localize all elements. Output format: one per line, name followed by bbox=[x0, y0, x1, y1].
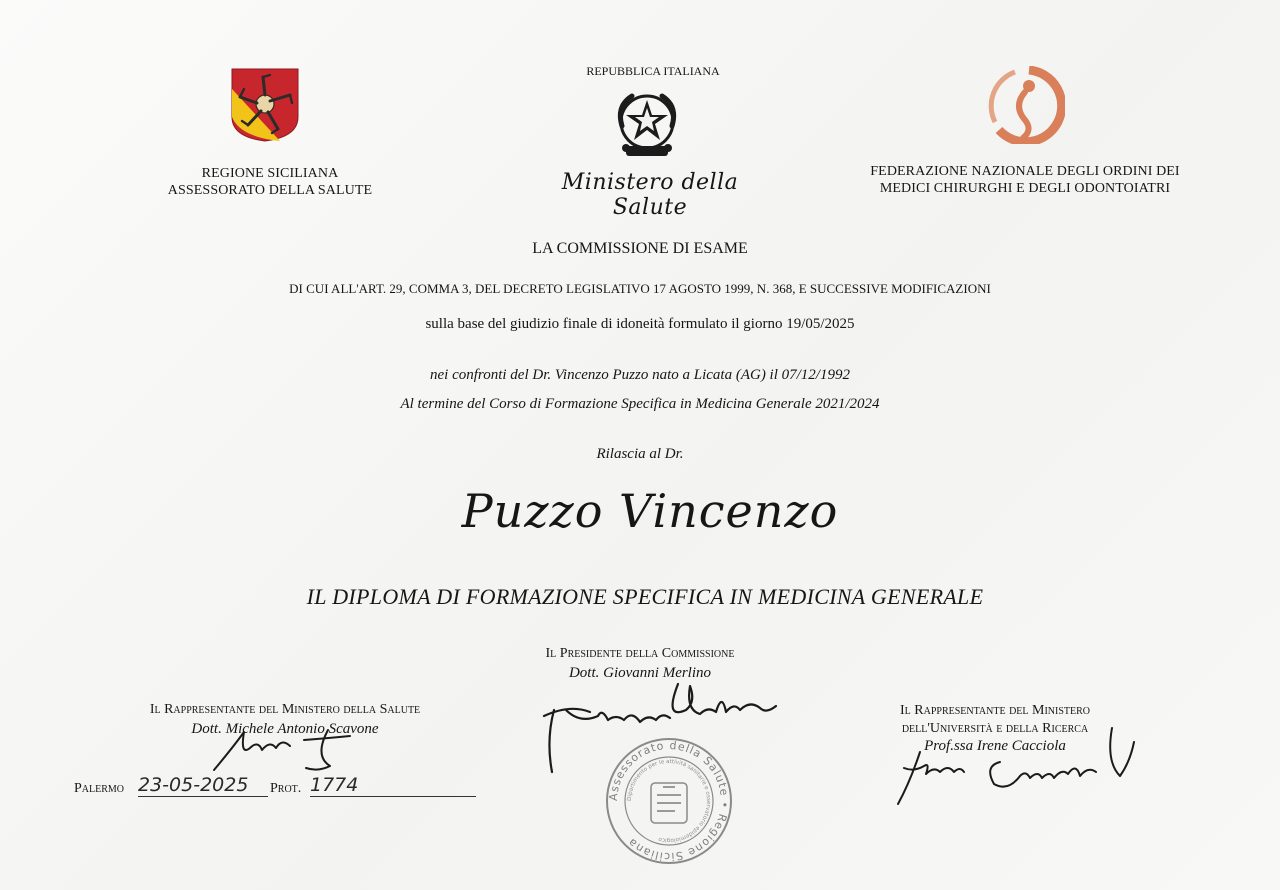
diploma-title: IL DIPLOMA DI FORMAZIONE SPECIFICA IN MEDICINA GENERALE bbox=[306, 584, 984, 609]
recipient-name: Puzzo Vincenzo bbox=[461, 484, 839, 538]
region-line: REGIONE SICILIANA bbox=[201, 166, 339, 181]
president-name: Dott. Giovanni Merlino bbox=[568, 665, 712, 681]
university-rep-signature bbox=[890, 722, 1140, 808]
republic-name: REPUBBLICA ITALIANA bbox=[586, 64, 720, 78]
federation-line-1: FEDERAZIONE NAZIONALE DEGLI ORDINI DEI bbox=[870, 164, 1180, 179]
official-stamp-icon bbox=[605, 737, 733, 865]
issue-date: 23-05-2025 bbox=[138, 774, 268, 797]
university-rep-role-line-1: Il Rappresentante del Ministero bbox=[899, 703, 1091, 718]
ministry-name: Ministero della Salute bbox=[561, 170, 739, 220]
decree-reference: DI CUI ALL'ART. 29, COMMA 3, DEL DECRETO LEGISLATIVO 17 AGOSTO 1999, N. 368, E SUCCESSIVE MODIFICAZIONI bbox=[289, 281, 991, 296]
place-label: Palermo bbox=[74, 781, 125, 796]
university-rep-name: Prof.ssa Irene Cacciola bbox=[924, 738, 1066, 754]
ministry-rep-name: Dott. Michele Antonio Scavone bbox=[191, 721, 379, 737]
stamp-outer-text: Assessorato della Salute • Regione Siciliana bbox=[606, 738, 732, 864]
trinacria-emblem-icon bbox=[230, 67, 300, 143]
italian-republic-emblem-icon bbox=[608, 86, 686, 162]
issue-line: Rilascia al Dr. bbox=[596, 446, 684, 462]
svg-text:Dipartimento per le attività s bbox=[627, 759, 711, 843]
university-rep-role-line-2: dell'Università e della Ricerca bbox=[901, 721, 1089, 736]
region-name bbox=[140, 165, 400, 199]
ministry-rep-signature bbox=[210, 726, 380, 776]
stamp-inner-text: Dipartimento per le attività sanitarie e osservatorio epidemiologico bbox=[626, 758, 712, 844]
federation-name bbox=[840, 163, 1210, 197]
judgement-line: sulla base del giudizio finale di idoneità formulato il giorno 19/05/2025 bbox=[425, 316, 855, 332]
ministry-rep-role: Il Rappresentante del Ministero della Salute bbox=[149, 702, 421, 717]
federation-line-2: MEDICI CHIRURGHI E DEGLI ODONTOIATRI bbox=[879, 181, 1171, 196]
president-role: Il Presidente della Commissione bbox=[545, 646, 735, 661]
assessorato-line: ASSESSORATO DELLA SALUTE bbox=[167, 183, 373, 198]
regarding-line: nei confronti del Dr. Vincenzo Puzzo nato a Licata (AG) il 07/12/1992 bbox=[430, 367, 850, 383]
protocol-label: Prot. bbox=[270, 781, 302, 796]
course-line: Al termine del Corso di Formazione Specifica in Medicina Generale 2021/2024 bbox=[400, 396, 880, 412]
fnomceo-logo-icon bbox=[985, 66, 1065, 144]
commission-title: LA COMMISSIONE DI ESAME bbox=[532, 240, 748, 257]
protocol-number: 1774 bbox=[310, 774, 476, 797]
